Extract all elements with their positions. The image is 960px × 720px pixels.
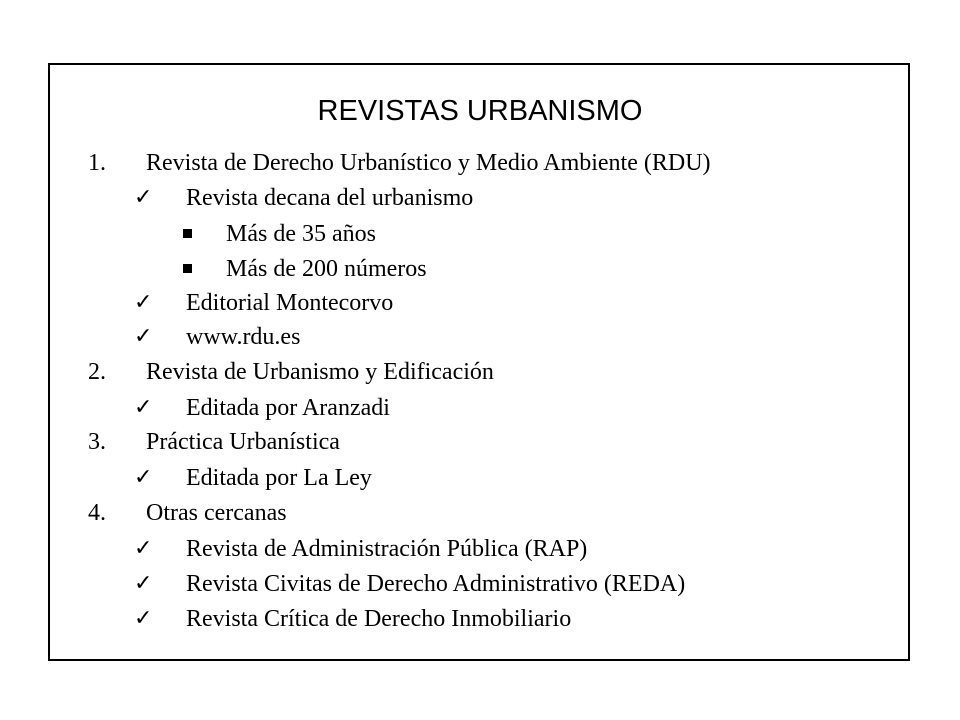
list-item-text: Revista Civitas de Derecho Administrativo (REDA) [186, 571, 686, 597]
list-item-text: Revista de Urbanismo y Edificación [146, 359, 494, 385]
list-item-text: Revista Crítica de Derecho Inmobiliario [186, 606, 572, 632]
list-number: 2. [88, 359, 106, 385]
checkmark-icon: ✓ [134, 465, 153, 490]
list-item-text: Otras cercanas [146, 500, 287, 526]
list-number: 3. [88, 429, 106, 455]
checkmark-icon: ✓ [134, 536, 153, 561]
checkmark-icon: ✓ [134, 571, 153, 596]
list-number: 1. [88, 150, 106, 176]
list-item-text: Editada por Aranzadi [186, 395, 390, 421]
list-item-text: Más de 200 números [226, 256, 427, 282]
list-item-text: Editorial Montecorvo [186, 290, 394, 316]
list-item-text: Revista de Administración Pública (RAP) [186, 536, 588, 562]
checkmark-icon: ✓ [134, 290, 153, 315]
checkmark-icon: ✓ [134, 606, 153, 631]
list-item-text: www.rdu.es [186, 324, 301, 350]
slide-title: REVISTAS URBANISMO [317, 95, 643, 127]
list-item-text: Editada por La Ley [186, 465, 372, 491]
checkmark-icon: ✓ [134, 395, 153, 420]
list-number: 4. [88, 500, 106, 526]
list-item-text: Práctica Urbanística [146, 429, 340, 455]
list-item-text: Más de 35 años [226, 221, 376, 247]
checkmark-icon: ✓ [134, 324, 153, 349]
list-item-text: Revista decana del urbanismo [186, 185, 474, 211]
square-bullet-icon [183, 264, 192, 273]
square-bullet-icon [183, 229, 192, 238]
checkmark-icon: ✓ [134, 185, 153, 210]
list-item-text: Revista de Derecho Urbanístico y Medio Ambiente (RDU) [146, 150, 711, 176]
